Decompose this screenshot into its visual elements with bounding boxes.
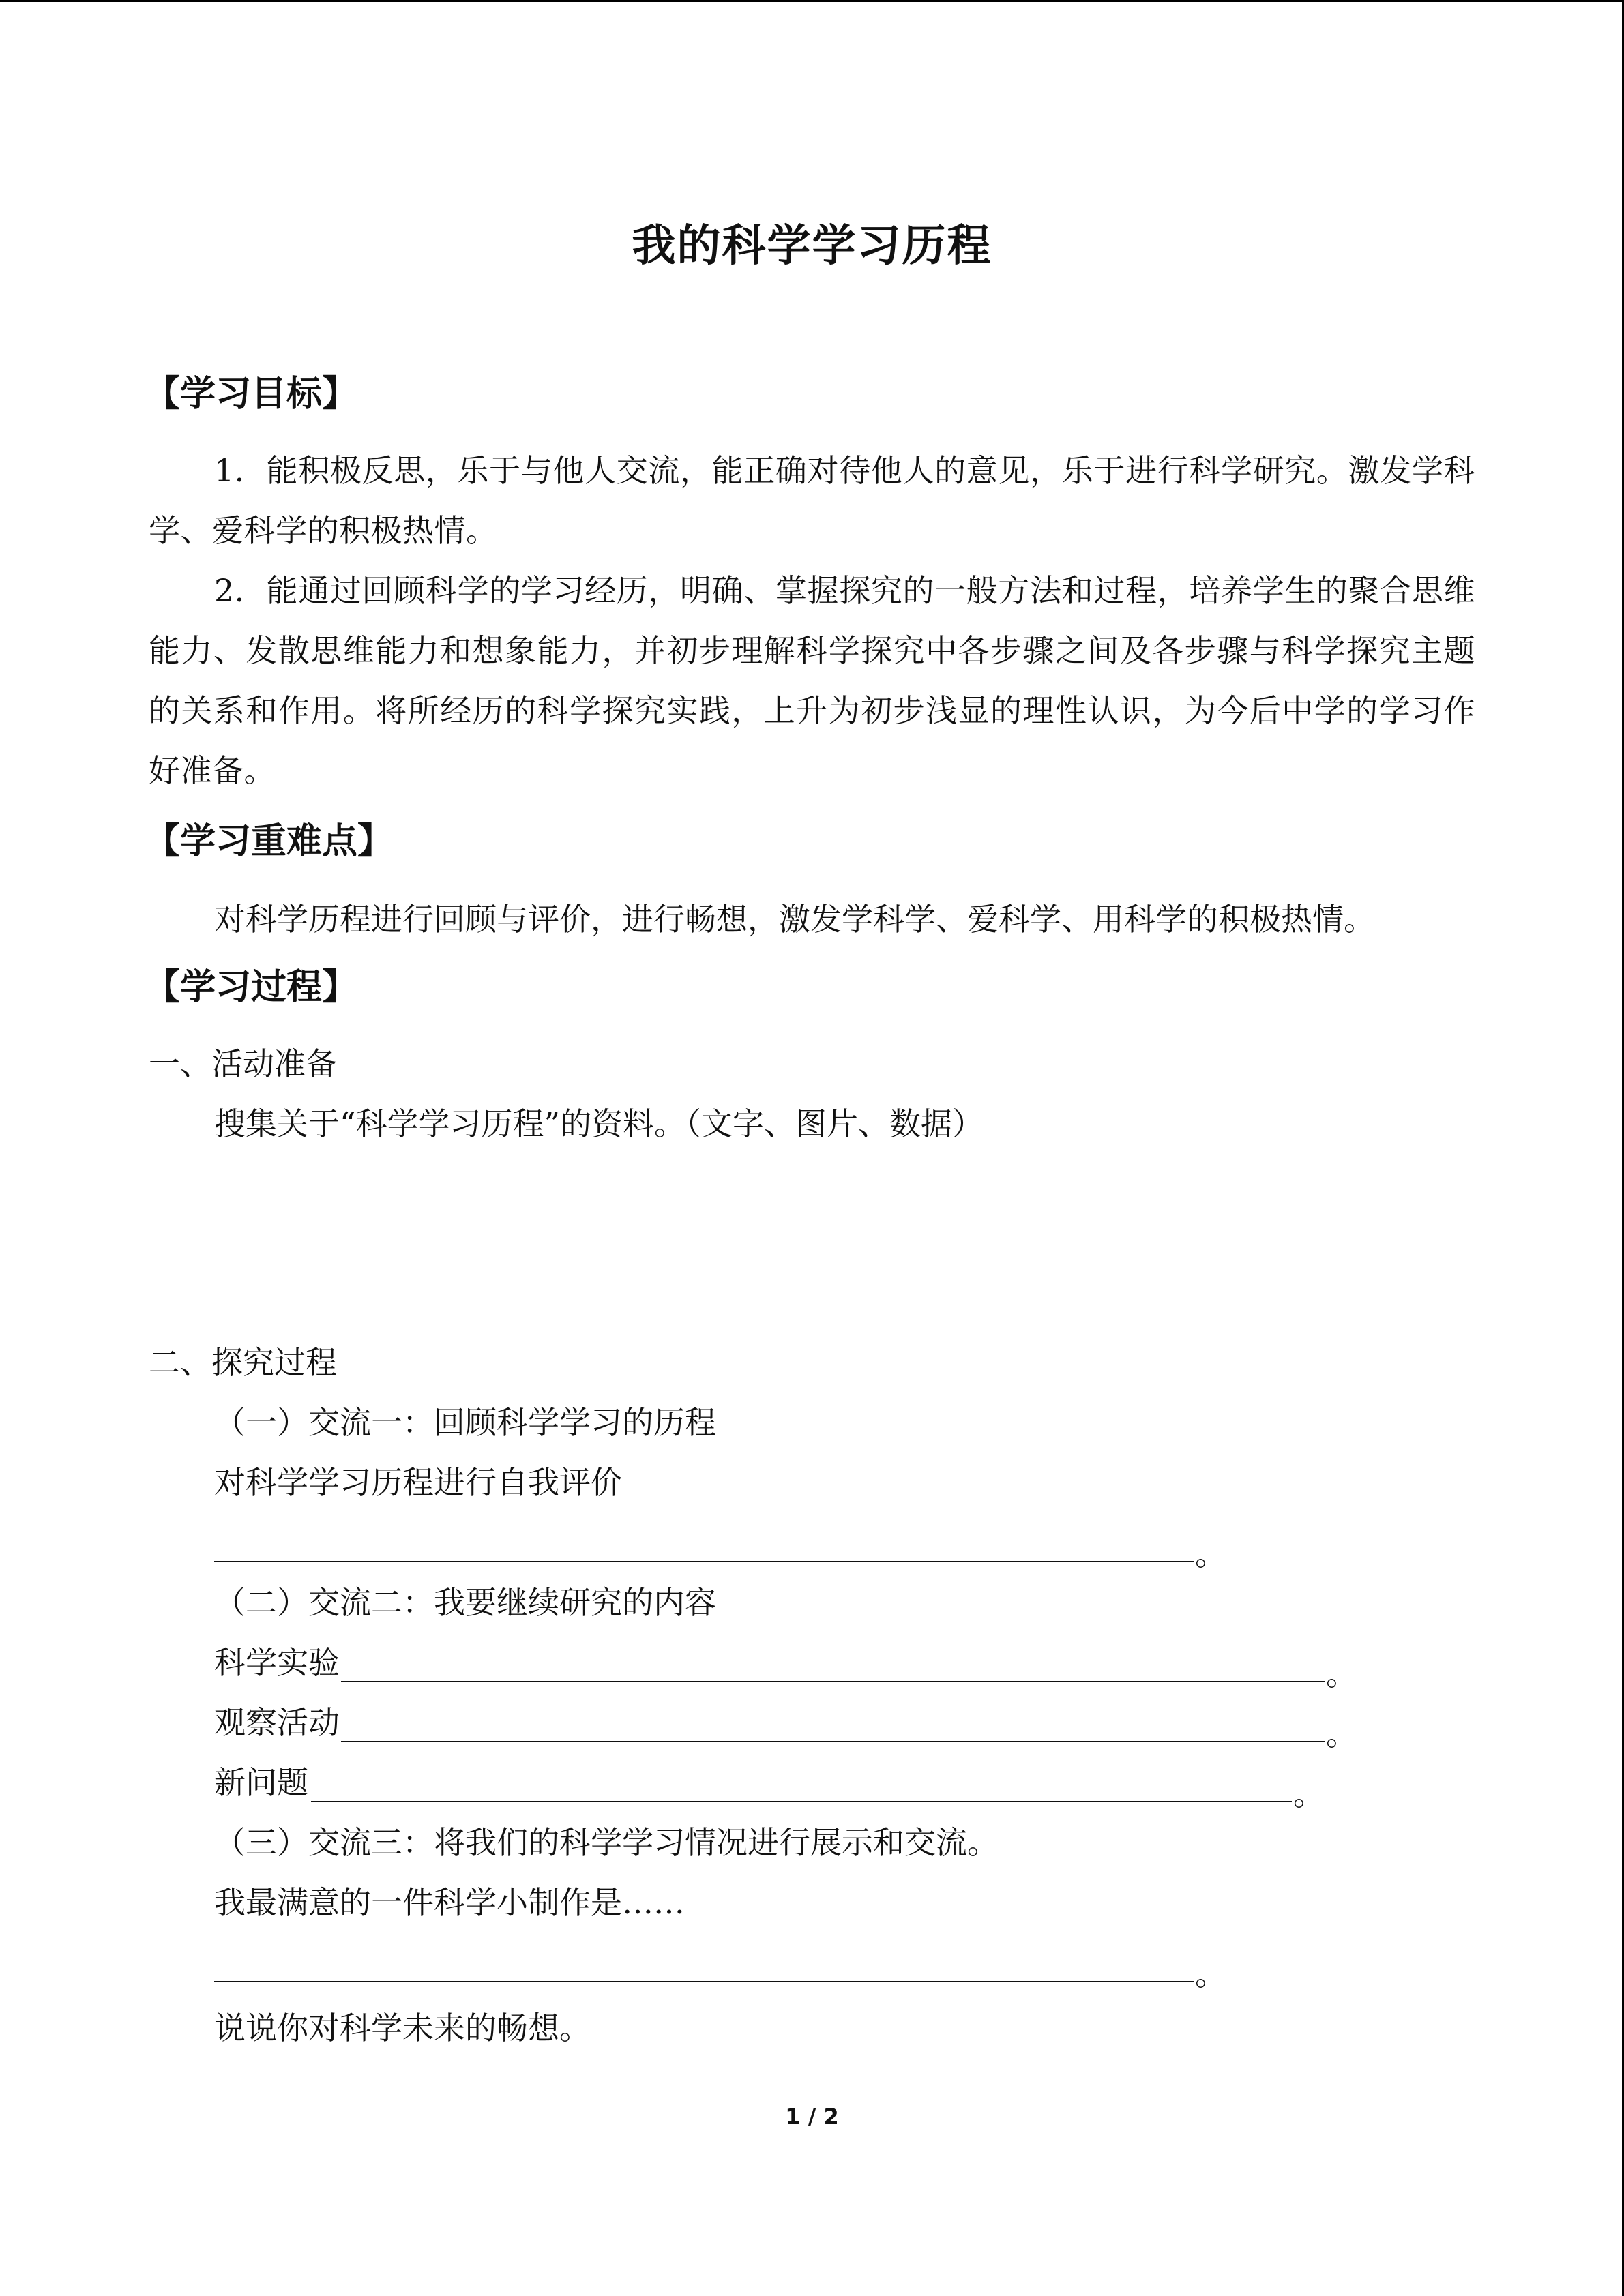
favorite-answer-line[interactable]: [214, 1981, 1194, 1982]
period-mark: 。: [1326, 1656, 1357, 1693]
exchange-1-prompt: 对科学学习历程进行自我评价: [214, 1464, 622, 1501]
period-mark: 。: [1195, 1956, 1226, 1993]
observation-answer-line[interactable]: [341, 1741, 1325, 1742]
experiment-label: 科学实验: [214, 1644, 340, 1681]
key-points-text: 对科学历程进行回顾与评价，进行畅想，激发学科学、爱科学、用科学的积极热情。: [214, 901, 1375, 938]
objective-item-1: 1．能积极反思，乐于与他人交流，能正确对待他人的意见，乐于进行科学研究。激发学科学、爱科学的积极热情。: [149, 452, 1475, 549]
self-evaluation-answer-line[interactable]: [214, 1561, 1194, 1562]
period-mark: 。: [1293, 1776, 1325, 1813]
experiment-answer-line[interactable]: [341, 1681, 1325, 1682]
section-1-text: 搜集关于“科学学习历程”的资料。（文字、图片、数据）: [214, 1105, 984, 1142]
exchange-3-title: （三）交流三：将我们的科学学习情况进行展示和交流。: [214, 1824, 999, 1861]
observation-label: 观察活动: [214, 1704, 340, 1741]
new-question-label: 新问题: [214, 1764, 308, 1801]
key-points-heading: 【学习重难点】: [145, 820, 394, 862]
future-prompt: 说说你对科学未来的畅想。: [214, 2010, 591, 2046]
page-number: 1 / 2: [785, 2104, 839, 2130]
objective-item-2: 2．能通过回顾科学的学习经历，明确、掌握探究的一般方法和过程，培养学生的聚合思维能力、发散思维能力和想象能力，并初步理解科学探究中各步骤之间及各步骤与科学探究主题的关系和作用。将所经历的科学探究实践，上升为初步浅显的理性认识，为今后中学的学习作好准备。: [149, 572, 1475, 789]
exchange-2-title: （二）交流二：我要继续研究的内容: [214, 1584, 716, 1621]
period-mark: 。: [1326, 1716, 1357, 1753]
page-title: 我的科学学习历程: [632, 220, 992, 271]
section-1-title: 一、活动准备: [149, 1045, 337, 1082]
new-question-answer-line[interactable]: [311, 1801, 1292, 1802]
section-2-title: 二、探究过程: [149, 1344, 337, 1381]
exchange-1-title: （一）交流一：回顾科学学习的历程: [214, 1404, 716, 1441]
period-mark: 。: [1195, 1536, 1226, 1572]
favorite-prompt: 我最满意的一件科学小制作是……: [214, 1884, 685, 1921]
process-heading: 【学习过程】: [145, 966, 358, 1008]
objectives-heading: 【学习目标】: [145, 373, 358, 415]
